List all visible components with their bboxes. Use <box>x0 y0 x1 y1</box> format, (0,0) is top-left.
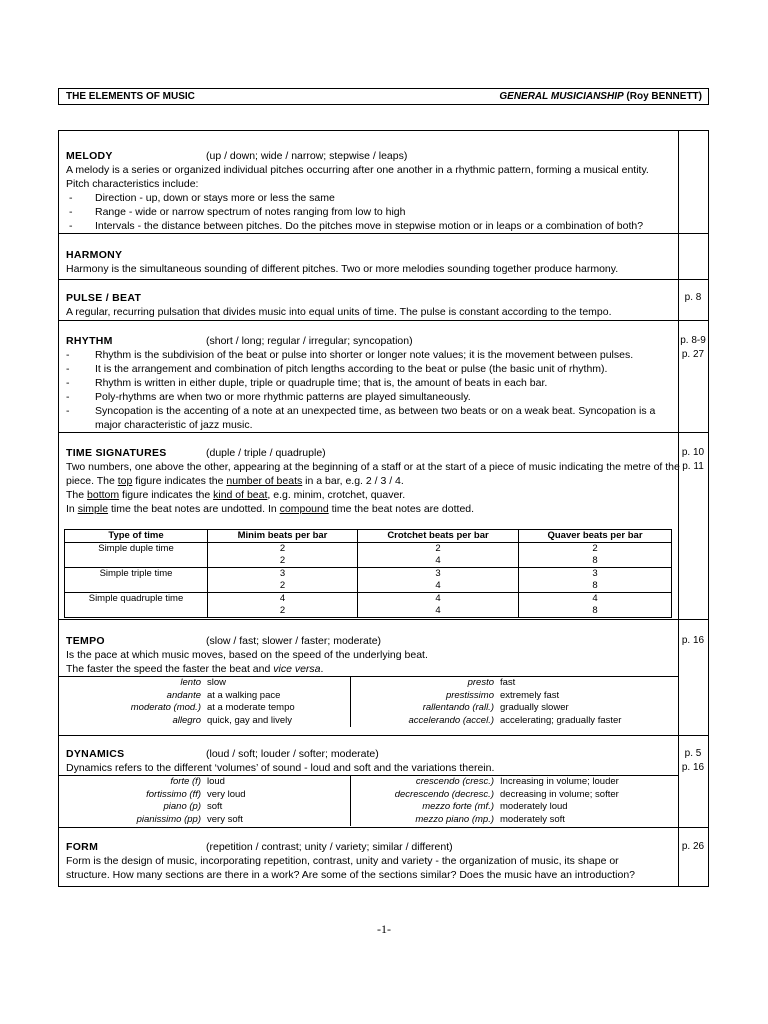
melody-intro: Pitch characteristics include: <box>66 178 199 190</box>
page-number: -1- <box>377 922 391 936</box>
header-book-title: GENERAL MUSICIANSHIP <box>499 91 624 102</box>
header-source <box>499 91 702 102</box>
table-row: fortissimo (ff) very loud decrescendo (decresc.) decreasing in volume; softer <box>146 788 619 800</box>
list-item: - Direction - up, down or stays more or less the same <box>69 192 335 204</box>
table-header: Crotchet beats per bar <box>358 530 519 543</box>
rhythm-page-ref-2: p. 27 <box>681 349 705 360</box>
form-page-ref: p. 26 <box>681 841 705 852</box>
harmony-definition: Harmony is the simultaneous sounding of different pitches. Two or more melodies sounding together produce harmony. <box>66 263 619 275</box>
timesig-top-figure: piece. The top figure indicates the number of beats in a bar, e.g. 2 / 3 / 4. <box>66 475 404 487</box>
dynamics-terms-table <box>59 775 678 826</box>
pulse-definition: A regular, recurring pulsation that divides music into equal units of time. The pulse is constant according to the tempo. <box>66 306 612 318</box>
table-header: Type of time <box>65 530 208 543</box>
table-row: pianissimo (pp) very soft mezzo piano (mp.) moderately soft <box>136 813 565 825</box>
melody-heading: MELODY <box>66 150 113 162</box>
pulse-heading: PULSE / BEAT <box>66 292 142 304</box>
dynamics-heading: DYNAMICS <box>66 748 125 760</box>
form-definition: Form is the design of music, incorporating repetition, contrast, unity and variety - the organization of music, its shape or <box>66 855 619 867</box>
table-row: moderato (mod.) at a moderate tempo rallentando (rall.) gradually slower <box>130 702 569 713</box>
tempo-definition: Is the pace at which music moves, based on the speed of the underlying beat. <box>66 649 428 661</box>
list-item: - Intervals - the distance between pitches. Do the pitches move in stepwise motion or in leaps or a combination of both? <box>69 220 644 232</box>
section-dynamics <box>59 735 708 828</box>
table-row: piano (p) soft mezzo forte (mf.) moderately loud <box>163 801 568 812</box>
timesig-definition: Two numbers, one above the other, appearing at the beginning of a staff or at the start of a piece of music indicating the metre of the <box>66 461 680 473</box>
form-heading: FORM <box>66 841 99 853</box>
document-header <box>58 88 709 105</box>
tempo-terms-table <box>59 676 678 727</box>
rhythm-keywords: (short / long; regular / irregular; syncopation) <box>206 335 413 347</box>
tempo-heading: TEMPO <box>66 635 105 647</box>
tempo-page-ref: p. 16 <box>681 635 705 646</box>
list-item: - It is the arrangement and combination of pitch lengths according to the beat or pulse (the basic unit of rhythm). <box>66 363 608 375</box>
tempo-note: The faster the speed the faster the beat and vice versa. <box>66 663 324 675</box>
timesig-heading: TIME SIGNATURES <box>66 447 167 459</box>
rhythm-heading: RHYTHM <box>66 335 113 347</box>
pulse-page-ref: p. 8 <box>684 292 702 303</box>
table-row: Simple triple time 3 2 3 4 3 8 <box>65 568 672 593</box>
timesig-page-ref-2: p. 11 <box>682 461 704 472</box>
table-row: Simple quadruple time 4 2 4 4 4 8 <box>65 593 672 618</box>
section-harmony <box>59 233 708 280</box>
table-row: allegro quick, gay and lively accelerando (accel.) accelerating; gradually faster <box>172 714 622 726</box>
header-author: (Roy BENNETT) <box>623 91 702 102</box>
table-row: forte (f) loud crescendo (cresc.) Increasing in volume; louder <box>170 776 619 787</box>
section-pulse-beat <box>59 279 708 321</box>
list-item: - Rhythm is the subdivision of the beat or pulse into shorter or longer note values; it is the movement between pulses. <box>66 349 634 361</box>
table-header: Quaver beats per bar <box>519 530 672 543</box>
harmony-heading: HARMONY <box>66 249 123 261</box>
list-item: - Poly-rhythms are when two or more rhythmic patterns are played simultaneously. <box>66 391 471 403</box>
dynamics-definition: Dynamics refers to the different ‘volumes’ of sound - loud and soft and the variations therein. <box>66 762 495 774</box>
timesig-bottom-figure: The bottom figure indicates the kind of beat, e.g. minim, crotchet, quaver. <box>66 489 406 501</box>
tempo-keywords: (slow / fast; slower / faster; moderate) <box>206 635 382 647</box>
section-time-signatures <box>59 432 708 620</box>
form-questions: structure. How many sections are there in a work? Are some of the sections similar? Does the music have an introduction? <box>66 869 636 881</box>
section-form <box>59 827 708 887</box>
form-keywords: (repetition / contrast; unity / variety; similar / different) <box>206 841 453 853</box>
table-header: Minim beats per bar <box>208 530 358 543</box>
dynamics-keywords: (loud / soft; louder / softer; moderate) <box>206 748 379 760</box>
section-rhythm <box>59 320 708 433</box>
list-item: - Rhythm is written in either duple, triple or quadruple time; that is, the amount of beats in each bar. <box>66 377 548 389</box>
table-row: Simple duple time 2 2 2 4 2 8 <box>65 543 672 568</box>
list-item: - Syncopation is the accenting of a note at an unexpected time, as between two beats or on a weak beat. Syncopation is a major characteristic of jazz music. <box>66 405 656 431</box>
beats-per-bar-table <box>64 529 672 618</box>
elements-table <box>58 130 709 887</box>
timesig-page-ref-1: p. 10 <box>681 447 705 458</box>
melody-definition: A melody is a series or organized individual pitches occurring after one another in a rhythmic pattern, forming a musical entity. <box>66 164 649 176</box>
dynamics-page-ref-1: p. 5 <box>684 748 702 759</box>
table-row: andante at a walking pace prestissimo extremely fast <box>166 689 560 701</box>
melody-keywords: (up / down; wide / narrow; stepwise / leaps) <box>206 150 408 162</box>
table-row: lento slow presto fast <box>180 677 516 688</box>
header-title: THE ELEMENTS OF MUSIC <box>66 91 195 102</box>
rhythm-page-ref-1: p. 8-9 <box>680 335 706 346</box>
timesig-simple-compound: In simple time the beat notes are undotted. In compound time the beat notes are dotted. <box>66 503 475 515</box>
timesig-keywords: (duple / triple / quadruple) <box>206 447 326 459</box>
dynamics-page-ref-2: p. 16 <box>681 762 705 773</box>
list-item: - Range - wide or narrow spectrum of notes ranging from low to high <box>69 206 406 218</box>
section-tempo <box>59 619 708 736</box>
section-melody <box>59 131 708 233</box>
